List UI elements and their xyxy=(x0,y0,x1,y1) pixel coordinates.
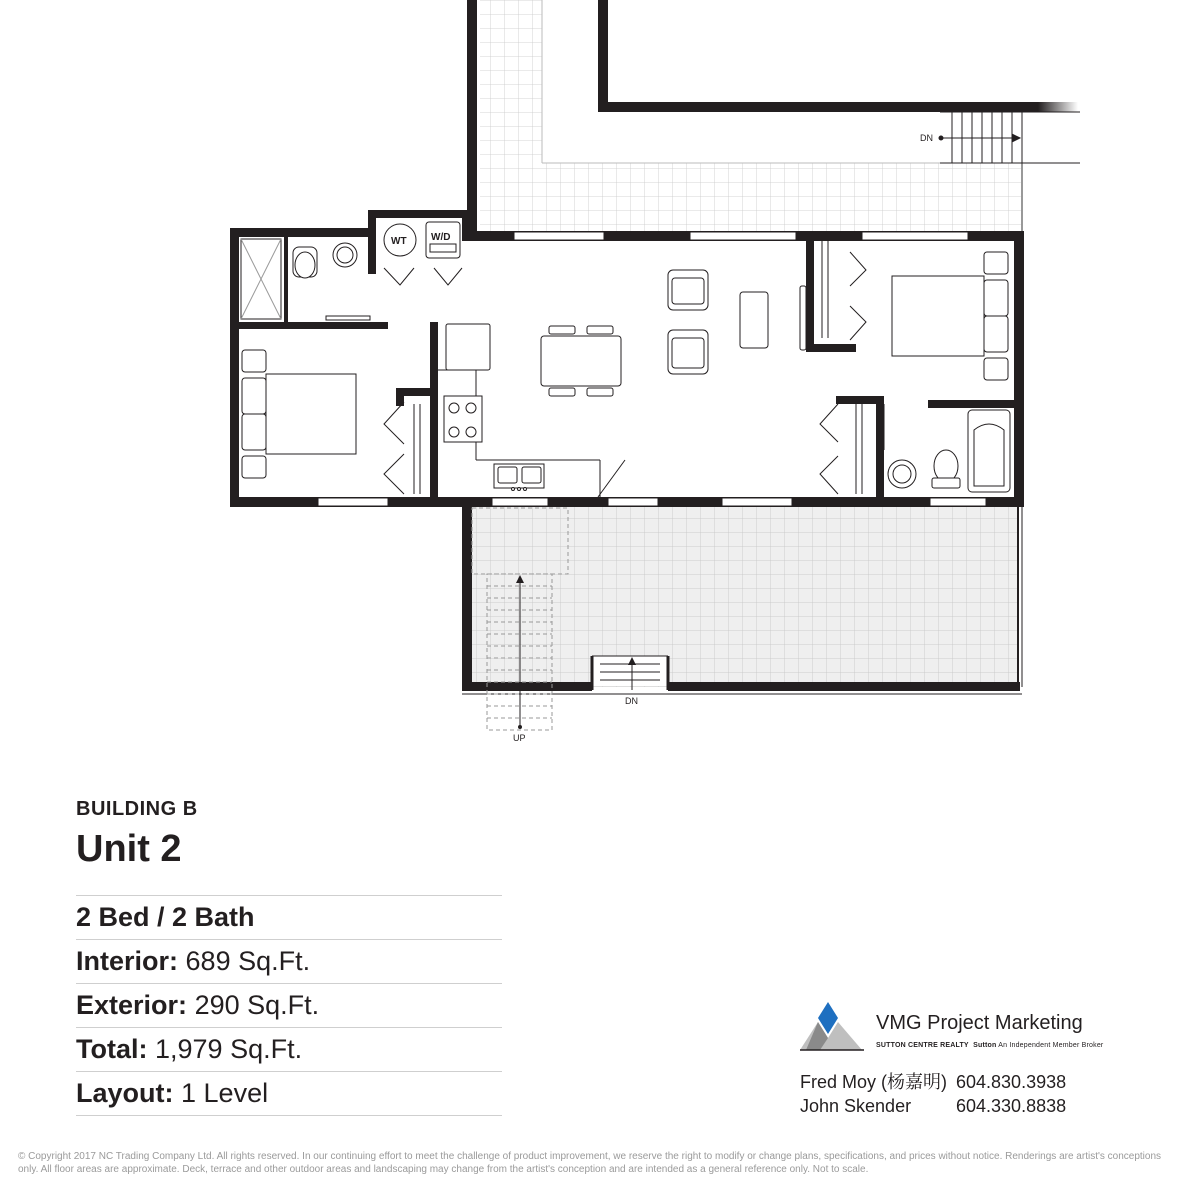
brand-name: VMG Project Marketing xyxy=(876,1012,1083,1034)
upper-walkway xyxy=(467,0,1022,236)
up-label: UP xyxy=(513,733,526,743)
total-row xyxy=(76,1028,502,1072)
total-value: 1,979 Sq.Ft. xyxy=(155,1034,303,1064)
unit-specs xyxy=(76,895,502,1116)
total-label: Total: xyxy=(76,1034,148,1064)
contact-name: Fred Moy (杨嘉明) xyxy=(800,1072,948,1092)
unit-title: Unit 2 xyxy=(76,828,182,870)
vmg-logo-icon xyxy=(800,1000,866,1052)
broker-text: An Independent Member Broker xyxy=(998,1042,1104,1049)
interior-row xyxy=(76,940,502,984)
wt-label: WT xyxy=(391,236,407,247)
layout-value: 1 Level xyxy=(181,1078,269,1108)
exterior-row xyxy=(76,984,502,1028)
dn-label-top: DN xyxy=(920,133,933,143)
interior-value: 689 Sq.Ft. xyxy=(185,946,311,976)
layout-row xyxy=(76,1072,502,1116)
adjacent-building-wall xyxy=(598,0,1078,112)
copyright-notice: © Copyright 2017 NC Trading Company Ltd. All rights reserved. In our continuing effort to meet the challenge of product improvement, we reserve the right to modify or change plans, specifications, and prices without notice. Renderings are artist's conceptions only. All floor areas are approximate. Deck, terrace and other outdoor areas and landscaping may change from the artist's conception and are intended as a general reference only. Not to scale. xyxy=(18,1151,1162,1175)
contact-row xyxy=(800,1070,1100,1094)
dining-set xyxy=(541,326,621,396)
stairs-top xyxy=(939,112,1080,163)
interior-label: Interior: xyxy=(76,946,179,976)
wd-label: W/D xyxy=(431,232,451,243)
contact-phone: 604.330.8838 xyxy=(956,1096,1067,1116)
sutton-mark: Sutton xyxy=(973,1042,997,1049)
lower-deck xyxy=(462,505,1022,730)
bed-bath-row: 2 Bed / 2 Bath xyxy=(76,896,502,940)
brand-subline xyxy=(876,1042,1103,1049)
exterior-value: 290 Sq.Ft. xyxy=(194,990,320,1020)
contacts xyxy=(800,1070,1100,1118)
building-name: BUILDING B xyxy=(76,798,198,820)
layout-label: Layout: xyxy=(76,1078,174,1108)
contact-name: John Skender xyxy=(800,1096,912,1116)
brand-block xyxy=(800,1000,1104,1060)
contact-row xyxy=(800,1094,1100,1118)
exterior-label: Exterior: xyxy=(76,990,188,1020)
dn-label-bottom: DN xyxy=(625,696,638,706)
unit-info xyxy=(76,795,502,1116)
sutton-name: SUTTON CENTRE REALTY xyxy=(876,1042,969,1049)
contact-phone: 604.830.3938 xyxy=(956,1072,1067,1092)
